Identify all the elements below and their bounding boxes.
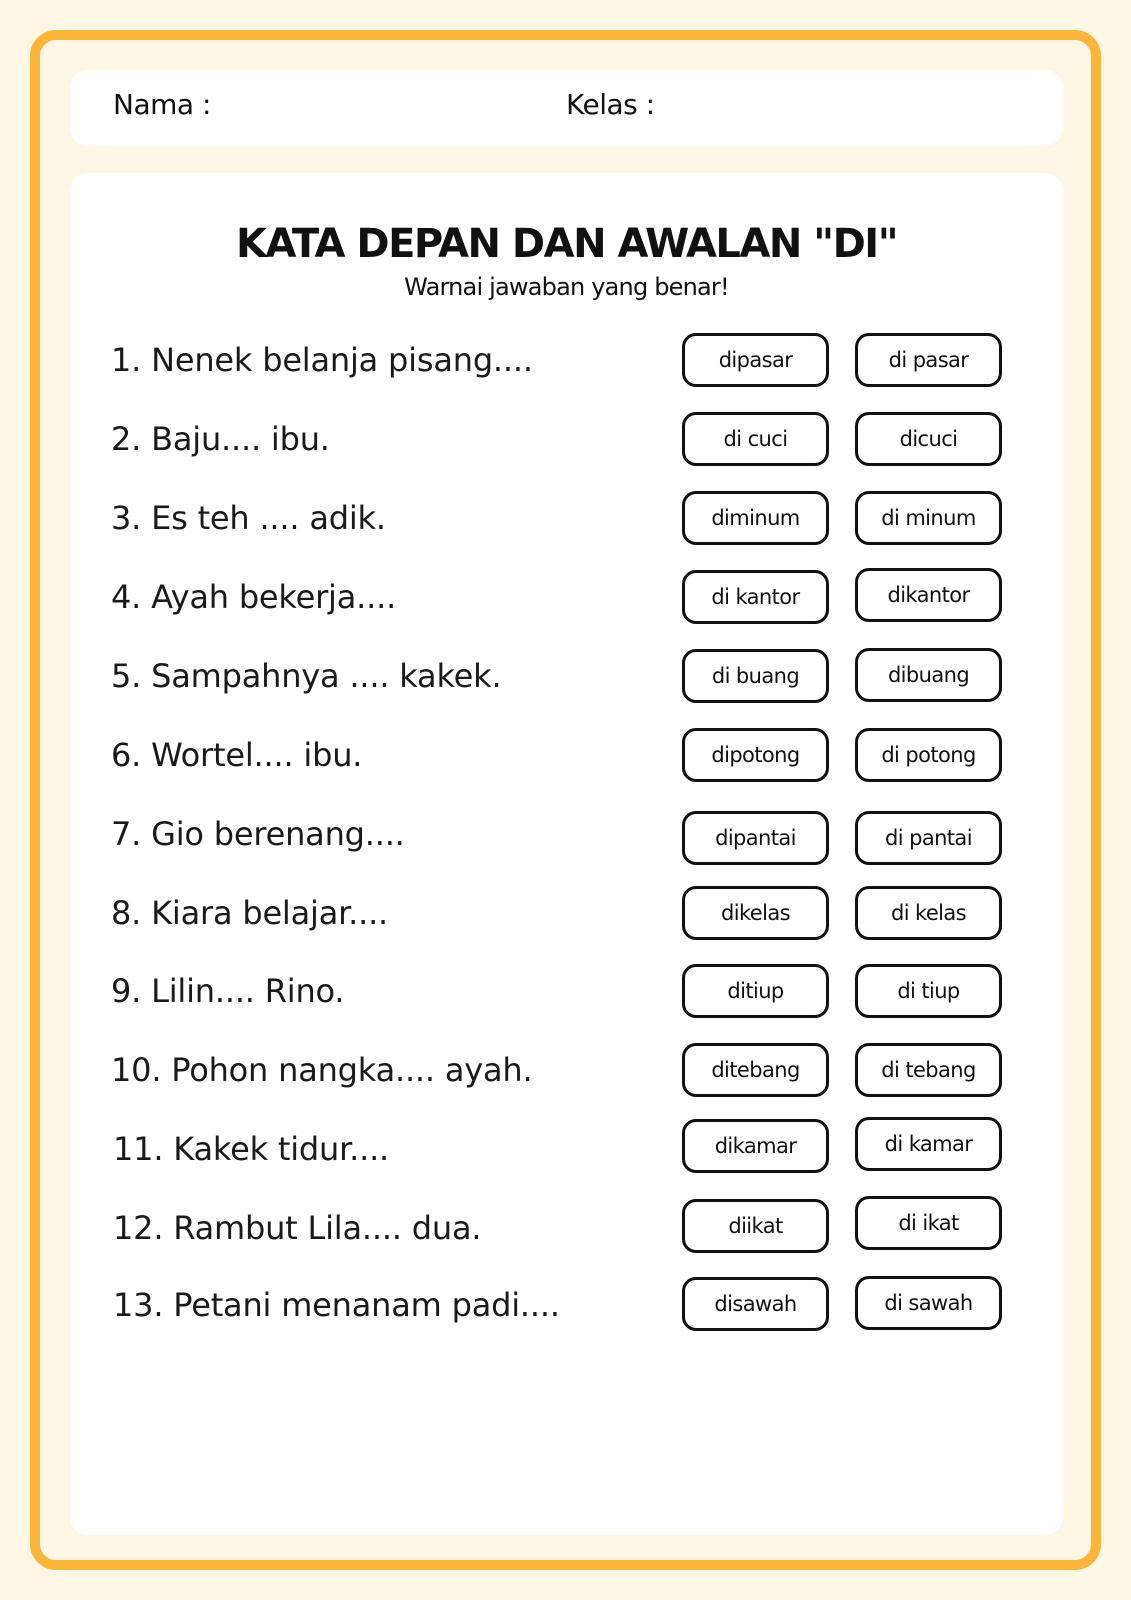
answer-option-a[interactable]: dipantai — [682, 811, 829, 865]
question-text: 8. Kiara belajar.... — [111, 894, 389, 932]
question-text: 2. Baju.... ibu. — [111, 420, 330, 458]
question-text: 4. Ayah bekerja.... — [111, 578, 397, 616]
name-label: Nama : — [113, 88, 211, 121]
question-text: 9. Lilin.... Rino. — [111, 972, 345, 1010]
answer-option-b[interactable]: dicuci — [855, 412, 1002, 466]
worksheet-panel — [70, 173, 1063, 1535]
answer-option-b[interactable]: di tiup — [855, 964, 1002, 1018]
answer-option-a[interactable]: diminum — [682, 491, 829, 545]
answer-option-b[interactable]: dibuang — [855, 648, 1002, 702]
question-text: 7. Gio berenang.... — [111, 815, 405, 853]
question-text: 5. Sampahnya .... kakek. — [111, 657, 502, 695]
student-info-header — [70, 70, 1063, 146]
class-label: Kelas : — [566, 88, 655, 121]
answer-option-a[interactable]: dikamar — [682, 1119, 829, 1173]
answer-option-a[interactable]: ditiup — [682, 964, 829, 1018]
answer-option-a[interactable]: di kantor — [682, 570, 829, 624]
answer-option-a[interactable]: ditebang — [682, 1043, 829, 1097]
answer-option-b[interactable]: di sawah — [855, 1276, 1002, 1330]
answer-option-a[interactable]: dipotong — [682, 728, 829, 782]
question-text: 13. Petani menanam padi.... — [113, 1286, 560, 1324]
answer-option-b[interactable]: di pantai — [855, 811, 1002, 865]
answer-option-b[interactable]: di kelas — [855, 886, 1002, 940]
answer-option-a[interactable]: dikelas — [682, 886, 829, 940]
answer-option-a[interactable]: disawah — [682, 1277, 829, 1331]
answer-option-b[interactable]: di potong — [855, 728, 1002, 782]
answer-option-b[interactable]: di kamar — [855, 1117, 1002, 1171]
answer-option-b[interactable]: dikantor — [855, 568, 1002, 622]
answer-option-a[interactable]: di buang — [682, 649, 829, 703]
answer-option-b[interactable]: di minum — [855, 491, 1002, 545]
answer-option-b[interactable]: di tebang — [855, 1043, 1002, 1097]
answer-option-b[interactable]: di pasar — [855, 333, 1002, 387]
question-text: 11. Kakek tidur.... — [113, 1130, 390, 1168]
worksheet-title: KATA DEPAN DAN AWALAN "DI" — [235, 221, 898, 267]
question-text: 6. Wortel.... ibu. — [111, 736, 363, 774]
question-text: 1. Nenek belanja pisang.... — [111, 341, 533, 379]
answer-option-b[interactable]: di ikat — [855, 1196, 1002, 1250]
worksheet-instruction: Warnai jawaban yang benar! — [404, 273, 729, 301]
question-text: 12. Rambut Lila.... dua. — [113, 1209, 482, 1247]
question-text: 3. Es teh .... adik. — [111, 499, 386, 537]
answer-option-a[interactable]: dipasar — [682, 333, 829, 387]
answer-option-a[interactable]: diikat — [682, 1199, 829, 1253]
answer-option-a[interactable]: di cuci — [682, 412, 829, 466]
question-text: 10. Pohon nangka.... ayah. — [111, 1051, 533, 1089]
